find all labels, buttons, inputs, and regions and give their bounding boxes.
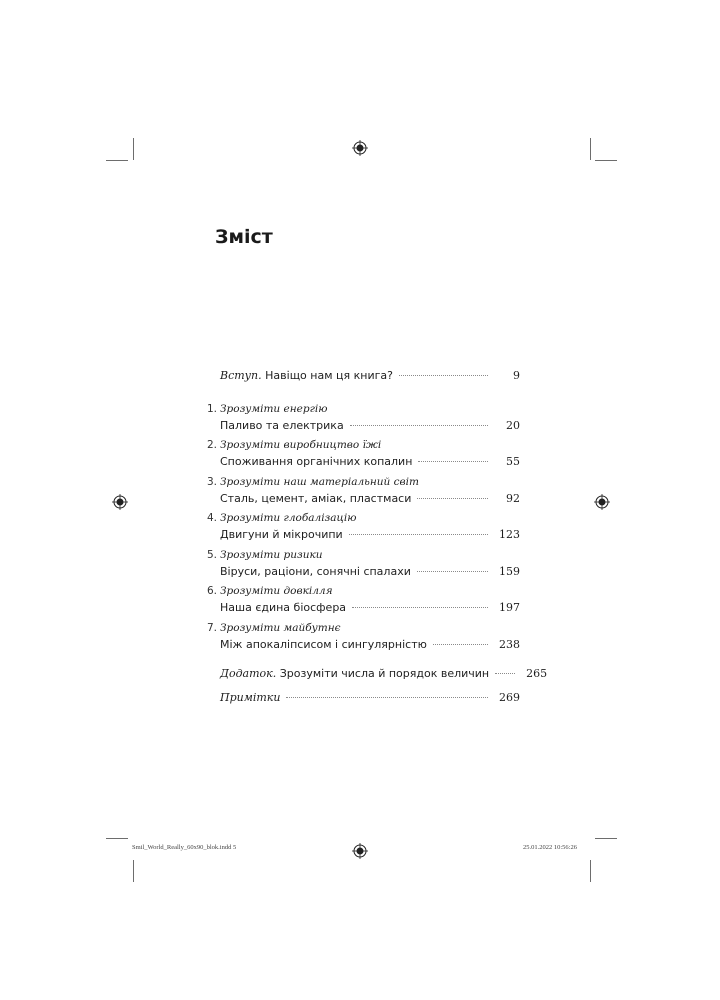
appendix-label: Додаток. [220,667,277,680]
print-slug-filename: Smil_World_Really_60x90_blok.indd 5 [132,844,237,851]
page-number: 55 [506,455,520,468]
toc-entry-chapter-2[interactable] [200,455,520,473]
toc-entry-notes[interactable] [200,691,520,709]
intro-label: Вступ. [220,369,262,382]
toc-entry-chapter-4[interactable] [200,528,520,546]
chapter-subtitle: Споживання органічних копалин [220,455,413,468]
toc-entry-appendix[interactable] [200,667,548,685]
leader-dots [418,461,488,462]
crop-mark [595,160,617,161]
toc-chapter-label: 6. Зрозуміти довкілля [206,585,333,597]
toc-chapter-label: 2. Зрозуміти виробництво їжі [206,439,382,451]
chapter-subtitle: Двигуни й мікрочипи [220,528,343,541]
print-slug-timestamp: 25.01.2022 10:56:26 [523,844,577,851]
page-number: 238 [499,638,520,651]
intro-title: Навіщо нам ця книга? [265,369,393,382]
registration-mark-icon [352,140,368,156]
crop-mark [133,138,134,160]
page-title: Зміст [215,226,273,248]
chapter-subtitle: Між апокаліпсисом і сингулярністю [220,638,427,651]
chapter-subtitle: Паливо та електрика [220,419,344,432]
crop-mark [133,860,134,882]
leader-dots [399,375,488,376]
page-number: 9 [513,369,520,382]
leader-dots [417,571,488,572]
appendix-title: Зрозуміти числа й порядок величин [279,667,490,680]
registration-mark-icon [594,494,610,510]
page-number: 92 [506,492,520,505]
page-number: 159 [499,565,520,578]
crop-mark [595,838,617,839]
toc-chapter-label: 3. Зрозуміти наш матеріальний світ [206,476,419,488]
notes-label: Примітки [220,691,281,704]
leader-dots [350,425,488,426]
leader-dots [352,607,488,608]
toc-entry-chapter-5[interactable] [200,565,520,583]
crop-mark [590,860,591,882]
crop-mark [590,138,591,160]
toc-chapter-label: 4. Зрозуміти глобалізацію [206,512,357,524]
leader-dots [286,697,488,698]
page-number: 197 [499,601,520,614]
page-number: 123 [499,528,520,541]
chapter-subtitle: Наша єдина біосфера [220,601,347,614]
toc-entry-chapter-6[interactable] [200,601,520,619]
page-number: 265 [526,667,548,680]
leader-dots [349,534,488,535]
toc-entry-chapter-1[interactable] [200,419,520,437]
chapter-subtitle: Віруси, раціони, сонячні спалахи [220,565,411,578]
leader-dots [417,498,488,499]
crop-mark [106,838,128,839]
leader-dots [495,673,515,674]
registration-mark-icon [112,494,128,510]
chapter-subtitle: Сталь, цемент, аміак, пластмаси [220,492,412,505]
page-number: 20 [506,419,520,432]
toc-chapter-label: 1. Зрозуміти енергію [206,403,328,415]
toc-chapter-label: 7. Зрозуміти майбутнє [206,622,341,634]
leader-dots [433,644,488,645]
crop-mark [106,160,128,161]
toc-entry-intro[interactable] [200,369,520,387]
registration-mark-icon [352,843,368,859]
toc-entry-chapter-3[interactable] [200,492,520,510]
toc-entry-chapter-7[interactable] [200,638,520,656]
page-number: 269 [499,691,520,704]
toc-chapter-label: 5. Зрозуміти ризики [206,549,323,561]
